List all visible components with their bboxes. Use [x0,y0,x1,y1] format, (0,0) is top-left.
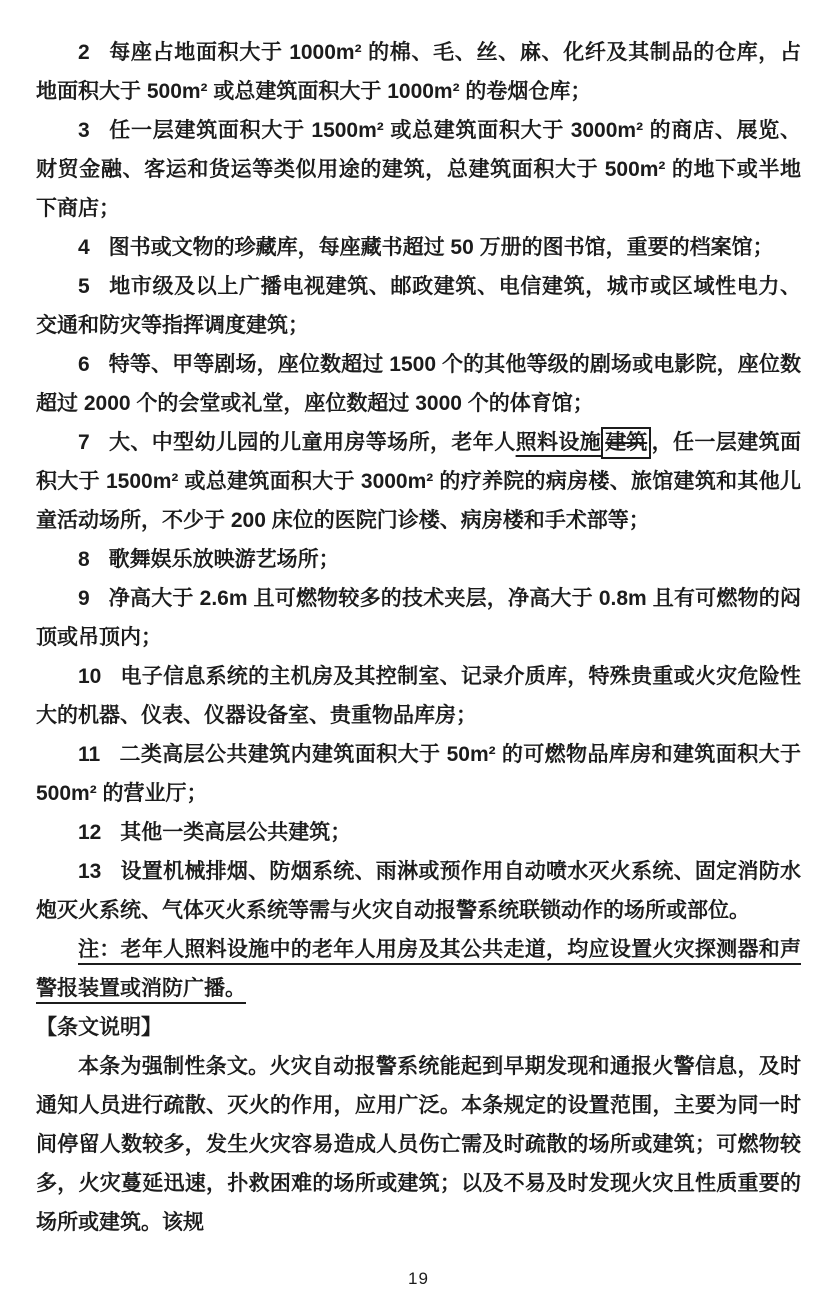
clause-text: ，任一层建筑面积大于 1500m² 或总建筑面积大于 3000m² 的疗养院的病房楼、旅馆建筑和其他儿童活动场所，不少于 200 床位的医院门诊楼、病房楼和手术部等； [36,431,802,532]
clause-item-9 [36,579,801,657]
note-paragraph [36,930,801,1008]
section-heading: 【条文说明】 [36,1016,162,1039]
underlined-revision-text: 照料设施 [515,431,602,454]
clause-text: 设置机械排烟、防烟系统、雨淋或预作用自动喷水灭火系统、固定消防水炮灭火系统、气体灭火系统等需与火灾自动报警系统联锁动作的场所或部位。 [36,860,801,922]
clause-number: 10 [78,665,102,688]
clause-text: 任一层建筑面积大于 1500m² 或总建筑面积大于 3000m² 的商店、展览、财贸金融、客运和货运等类似用途的建筑，总建筑面积大于 500m² 的地下或半地下商店； [36,119,801,220]
boxed-strikethrough-text: 建筑 [601,427,651,459]
clause-number: 4 [78,236,90,259]
clause-number: 2 [78,41,90,64]
clause-item-5 [36,267,801,345]
clause-item-4 [36,228,801,267]
clause-text: 地市级及以上广播电视建筑、邮政建筑、电信建筑，城市或区域性电力、交通和防灾等指挥调度建筑； [36,275,801,337]
clause-item-13 [36,852,801,930]
clause-text: 歌舞娱乐放映游艺场所； [108,548,340,571]
clause-number: 9 [78,587,90,610]
clause-number: 12 [78,821,102,844]
page-number: 19 [408,1269,429,1288]
clause-number: 8 [78,548,90,571]
clause-item-8 [36,540,801,579]
clause-text: 净高大于 2.6m 且可燃物较多的技术夹层，净高大于 0.8m 且有可燃物的闷顶或吊顶内； [36,587,801,649]
clause-text: 每座占地面积大于 1000m² 的棉、毛、丝、麻、化纤及其制品的仓库，占地面积大于 500m² 或总建筑面积大于 1000m² 的卷烟仓库； [36,41,801,103]
clause-number: 6 [78,353,90,376]
clause-number: 5 [78,275,90,298]
clause-number: 7 [78,431,90,454]
clause-item-3 [36,111,801,228]
clause-number: 3 [78,119,90,142]
clause-text: 二类高层公共建筑内建筑面积大于 50m² 的可燃物品库房和建筑面积大于 500m² 的营业厅； [36,743,801,805]
clause-text: 图书或文物的珍藏库，每座藏书超过 50 万册的图书馆，重要的档案馆； [108,236,774,259]
clause-item-10 [36,657,801,735]
clause-item-12 [36,813,801,852]
clause-item-2 [36,33,801,111]
clause-item-6 [36,345,801,423]
clause-text: 电子信息系统的主机房及其控制室、记录介质库，特殊贵重或火灾危险性大的机器、仪表、仪器设备室、贵重物品库房； [36,665,801,727]
note-underlined-text: 注：老年人照料设施中的老年人用房及其公共走道，均应设置火灾探测器和声警报装置或消防广播。 [36,938,801,1000]
clause-item-11 [36,735,801,813]
clause-text: 其他一类高层公共建筑； [120,821,352,844]
clause-number: 13 [78,860,102,883]
clause-text: 大、中型幼儿园的儿童用房等场所，老年人 [108,431,516,454]
explanation-paragraph: 本条为强制性条文。火灾自动报警系统能起到早期发现和通报火警信息，及时通知人员进行疏散、灭火的作用，应用广泛。本条规定的设置范围，主要为同一时间停留人数较多，发生火灾容易造成人员伤亡需及时疏散的场所或建筑；可燃物较多，火灾蔓延迅速，扑救困难的场所或建筑；以及不易及时发现火灾且性质重要的场所或建筑。该规 [36,1055,801,1234]
clause-text: 特等、甲等剧场，座位数超过 1500 个的其他等级的剧场或电影院，座位数超过 2000 个的会堂或礼堂，座位数超过 3000 个的体育馆； [36,353,801,415]
clause-number: 11 [78,743,101,766]
clause-item-7 [36,423,801,540]
